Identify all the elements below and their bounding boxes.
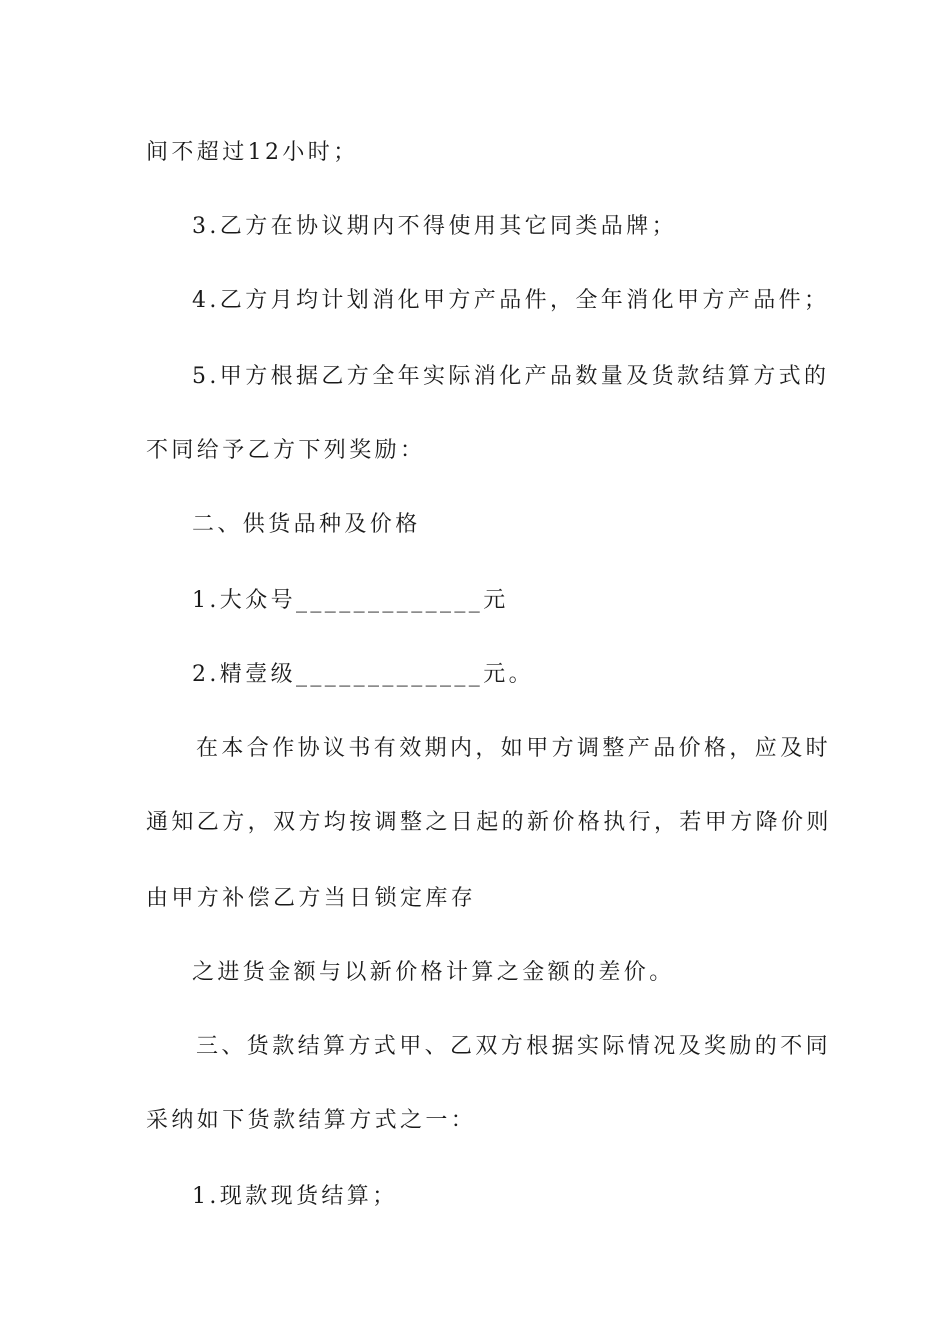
text-line: 不同给予乙方下列奖励： (146, 438, 426, 463)
text-line: 之进货金额与以新价格计算之金额的差价。 (192, 960, 675, 985)
text-line: 采纳如下货款结算方式之一： (146, 1108, 477, 1133)
text-line: 通知乙方，双方均按调整之日起的新价格执行，若甲方降价则 (146, 810, 832, 835)
text-line: 在本合作协议书有效期内，如甲方调整产品价格，应及时 (196, 736, 832, 761)
text-line: 5.甲方根据乙方全年实际消化产品数量及货款结算方式的 (192, 364, 830, 389)
section-heading: 二、供货品种及价格 (192, 512, 421, 537)
text-line: 1.大众号_____________元 (192, 588, 509, 613)
text-line: 1.现款现货结算； (192, 1184, 398, 1209)
text-line: 2.精壹级_____________元。 (192, 662, 534, 687)
text-line: 由甲方补偿乙方当日锁定库存 (146, 886, 477, 911)
section-heading: 三、货款结算方式甲、乙双方根据实际情况及奖励的不同 (196, 1034, 832, 1059)
text-line: 4.乙方月均计划消化甲方产品件，全年消化甲方产品件； (192, 288, 830, 313)
text-line: 间不超过12小时； (146, 140, 359, 165)
text-line: 3.乙方在协议期内不得使用其它同类品牌； (192, 214, 677, 239)
